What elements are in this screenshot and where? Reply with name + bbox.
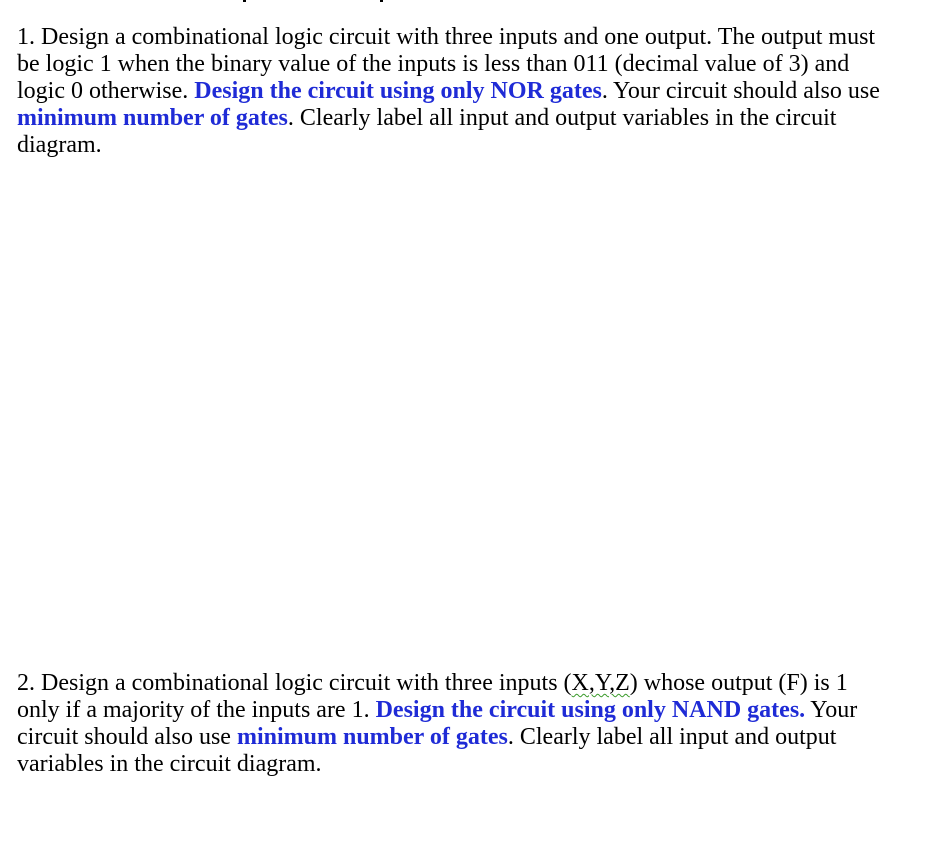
question-1-lead: 1. Design a combinational logic circuit with three inputs and one output. The output must be logic 1 when the binary value of the inputs is less than 011 (decimal value of 3) and logic 0 otherwise.: [17, 24, 876, 104]
question-1-emphasis-nor: Design the circuit using only NOR gates: [194, 78, 602, 104]
question-2-lead: 2. Design a combinational logic circuit with three inputs (: [17, 670, 572, 696]
question-2-input-vars: X,Y,Z: [571, 670, 630, 696]
question-2-lead-continued: ) whose output (F) is 1 only if a majority of the inputs are 1.: [17, 670, 848, 723]
question-1-mid: . Your circuit should also use: [601, 78, 880, 104]
question-1-tail: . Clearly label all input and output variables in the circuit diagram.: [17, 105, 837, 158]
question-1: [17, 24, 887, 159]
question-2-emphasis-nand: Design the circuit using only NAND gates.: [375, 697, 806, 723]
question-2-emphasis-min-gates: minimum number of gates: [236, 724, 508, 750]
question-2-tail: . Clearly label all input and output variables in the circuit diagram.: [17, 724, 837, 777]
question-2-mid: Your circuit should also use: [17, 697, 858, 750]
cropped-text-artifact: [0, 0, 942, 2]
question-2: [17, 670, 877, 778]
question-1-emphasis-min-gates: minimum number of gates: [17, 105, 288, 131]
